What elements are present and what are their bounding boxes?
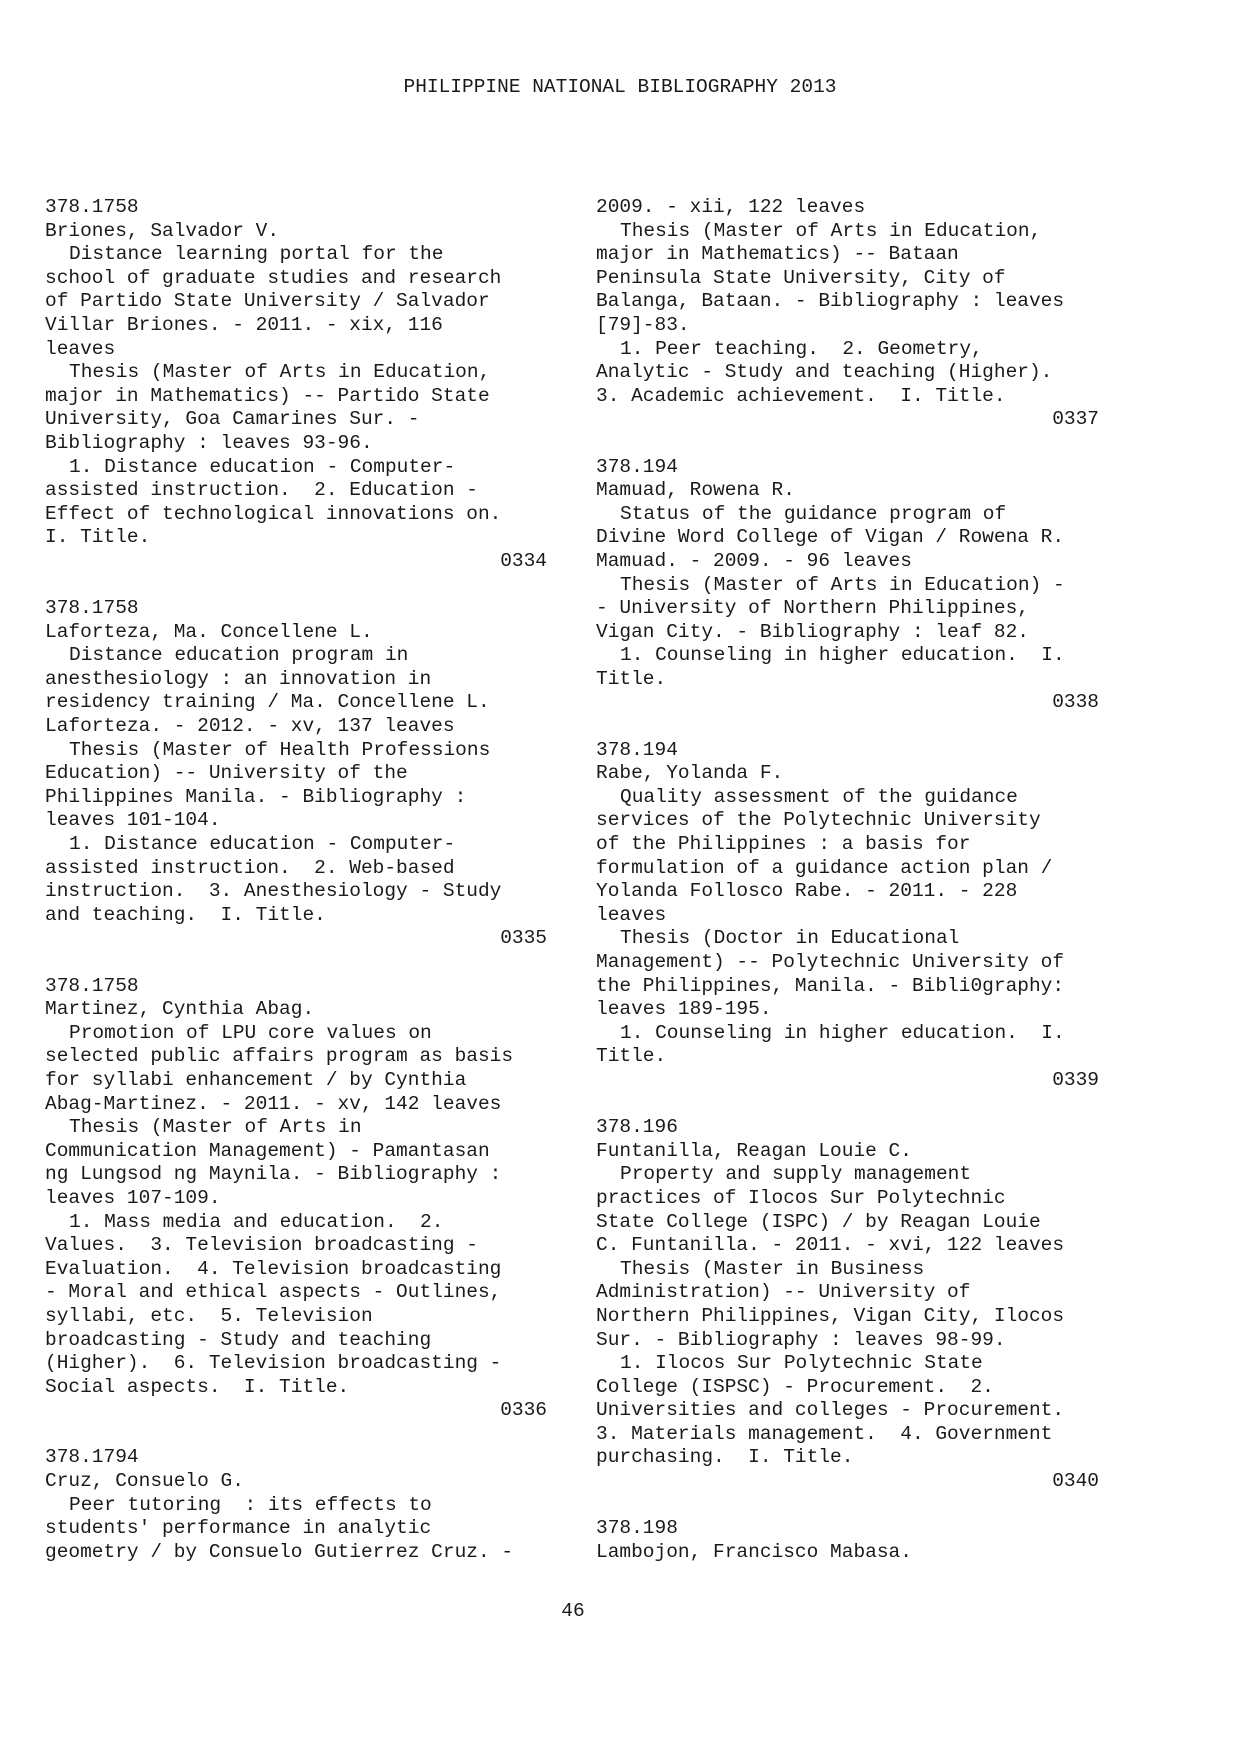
entry-line: anesthesiology : an innovation in bbox=[45, 667, 432, 690]
entry-separator bbox=[596, 432, 1099, 456]
entry-line: 378.194 bbox=[596, 455, 678, 478]
entry-line: [79]-83. bbox=[596, 313, 690, 336]
entry-line: Distance education program in bbox=[69, 644, 409, 667]
right-column bbox=[596, 196, 1123, 1564]
entry-line: Laforteza, Ma. Concellene L. bbox=[45, 620, 373, 643]
entry-separator bbox=[45, 574, 547, 598]
entry-separator bbox=[596, 715, 1099, 739]
page-header: PHILIPPINE NATIONAL BIBLIOGRAPHY 2013 bbox=[403, 76, 837, 98]
entry-line: Vigan City. - Bibliography : leaf 82. bbox=[596, 620, 1029, 643]
entry-line: 1. Ilocos Sur Polytechnic State bbox=[620, 1352, 983, 1375]
entry-line: Laforteza. - 2012. - xv, 137 leaves bbox=[45, 715, 455, 738]
entry-line: Rabe, Yolanda F. bbox=[596, 762, 784, 785]
entry-line: Villar Briones. - 2011. - xix, 116 bbox=[45, 313, 443, 336]
entry-separator bbox=[596, 1494, 1099, 1518]
entry-line: instruction. 3. Anesthesiology - Study bbox=[45, 880, 502, 903]
entry-line: Briones, Salvador V. bbox=[45, 219, 280, 242]
entry-line: C. Funtanilla. - 2011. - xvi, 122 leaves bbox=[596, 1234, 1065, 1257]
entry-line: Cruz, Consuelo G. bbox=[45, 1470, 244, 1493]
entry-line: Management) -- Polytechnic University of bbox=[596, 951, 1065, 973]
entry-line: Thesis (Doctor in Educational bbox=[620, 927, 960, 950]
entry-line: and teaching. I. Title. bbox=[45, 903, 326, 926]
entry-line: residency training / Ma. Concellene L. bbox=[45, 691, 490, 714]
entry-line: Distance learning portal for the bbox=[69, 243, 444, 266]
entry-line: leaves 101-104. bbox=[45, 809, 221, 832]
entry-line: Mamuad, Rowena R. bbox=[596, 479, 795, 502]
entry-line: - University of Northern Philippines, bbox=[596, 597, 1029, 620]
entry-line: Martinez, Cynthia Abag. bbox=[45, 998, 315, 1021]
entry-line: Thesis (Master in Business bbox=[620, 1257, 925, 1280]
entry-number: 0336 bbox=[500, 1399, 547, 1422]
entry-line: 3. Academic achievement. I. Title. bbox=[596, 384, 1006, 407]
entry-line: services of the Polytechnic University bbox=[596, 809, 1041, 832]
entry-line: purchasing. I. Title. bbox=[596, 1446, 854, 1469]
entry-line: ng Lungsod ng Maynila. - Bibliography : bbox=[45, 1163, 502, 1186]
entry-line: - Moral and ethical aspects - Outlines, bbox=[45, 1281, 502, 1304]
entry-line: 378.1794 bbox=[45, 1446, 139, 1469]
entry-line: 378.1758 bbox=[45, 597, 139, 620]
entry-line: Education) -- University of the bbox=[45, 762, 408, 785]
entry-line: leaves 107-109. bbox=[45, 1186, 221, 1209]
entry-separator bbox=[45, 1423, 547, 1447]
entry-line: for syllabi enhancement / by Cynthia bbox=[45, 1068, 467, 1091]
entry-line: Universities and colleges - Procurement. bbox=[596, 1399, 1065, 1422]
entry-line: Evaluation. 4. Television broadcasting bbox=[45, 1257, 502, 1280]
page-number: 46 bbox=[561, 1600, 585, 1622]
entry-line: Values. 3. Television broadcasting - bbox=[45, 1234, 478, 1257]
entry-line: selected public affairs program as basis bbox=[45, 1045, 514, 1068]
entry-line: Thesis (Master of Arts in Education) - bbox=[620, 573, 1065, 596]
entry-line: Status of the guidance program of bbox=[620, 502, 1007, 525]
entry-line: 1. Distance education - Computer- bbox=[69, 833, 456, 856]
left-column bbox=[45, 196, 571, 1564]
entry-line: Thesis (Master of Arts in bbox=[69, 1116, 362, 1139]
entry-line: major in Mathematics) -- Partido State bbox=[45, 384, 490, 407]
entry-line: 378.198 bbox=[596, 1517, 678, 1540]
entry-line: assisted instruction. 2. Web-based bbox=[45, 856, 455, 879]
entry-line: 3. Materials management. 4. Government bbox=[596, 1422, 1053, 1445]
entry-line: Lambojon, Francisco Mabasa. bbox=[596, 1540, 912, 1563]
entry-line: 1. Counseling in higher education. I. bbox=[620, 1021, 1065, 1044]
entry-line: major in Mathematics) -- Bataan bbox=[596, 243, 959, 266]
entry-line: Thesis (Master of Arts in Education, bbox=[69, 361, 491, 384]
entry-number: 0338 bbox=[1052, 691, 1099, 714]
entry-line: Philippines Manila. - Bibliography : bbox=[45, 785, 467, 808]
entry-separator bbox=[596, 1093, 1099, 1117]
entry-number: 0337 bbox=[1052, 408, 1099, 431]
entry-line: students' performance in analytic bbox=[45, 1517, 432, 1540]
entry-line: Balanga, Bataan. - Bibliography : leaves bbox=[596, 290, 1065, 313]
entry-line: Mamuad. - 2009. - 96 leaves bbox=[596, 549, 912, 572]
entry-line: Abag-Martinez. - 2011. - xv, 142 leaves bbox=[45, 1092, 502, 1115]
entry-line: syllabi, etc. 5. Television bbox=[45, 1304, 373, 1327]
entry-line: practices of Ilocos Sur Polytechnic bbox=[596, 1186, 1006, 1209]
entry-line: Title. bbox=[596, 1045, 667, 1068]
entry-line: Administration) -- University of bbox=[596, 1281, 971, 1304]
entry-line: Bibliography : leaves 93-96. bbox=[45, 431, 373, 454]
entry-line: leaves bbox=[596, 903, 667, 926]
entry-line: 1. Counseling in higher education. I. bbox=[620, 644, 1065, 667]
entry-line: (Higher). 6. Television broadcasting - bbox=[45, 1352, 502, 1375]
entry-line: Peer tutoring : its effects to bbox=[69, 1493, 432, 1516]
entry-line: 378.1758 bbox=[45, 196, 139, 218]
entry-line: Title. bbox=[596, 667, 667, 690]
entry-line: Northern Philippines, Vigan City, Ilocos bbox=[596, 1304, 1065, 1327]
entry-line: Thesis (Master of Arts in Education, bbox=[620, 219, 1042, 242]
entry-line: Promotion of LPU core values on bbox=[69, 1021, 432, 1044]
entry-number: 0334 bbox=[500, 549, 547, 572]
entry-number: 0339 bbox=[1052, 1068, 1099, 1091]
entry-line: Sur. - Bibliography : leaves 98-99. bbox=[596, 1328, 1006, 1351]
entry-line: Property and supply management bbox=[620, 1163, 972, 1186]
entry-line: 378.194 bbox=[596, 738, 678, 761]
entry-line: Effect of technological innovations on. bbox=[45, 502, 502, 525]
entry-line: of the Philippines : a basis for bbox=[596, 833, 971, 856]
entry-line: 378.1758 bbox=[45, 974, 139, 997]
entry-line: 378.196 bbox=[596, 1116, 678, 1139]
entry-line: of Partido State University / Salvador bbox=[45, 290, 490, 313]
entry-line: Funtanilla, Reagan Louie C. bbox=[596, 1139, 912, 1162]
entry-separator bbox=[45, 951, 547, 975]
entry-line: geometry / by Consuelo Gutierrez Cruz. - bbox=[45, 1540, 514, 1563]
entry-line: Analytic - Study and teaching (Higher). bbox=[596, 361, 1053, 384]
entry-line: Thesis (Master of Health Professions bbox=[69, 738, 491, 761]
entry-number: 0340 bbox=[1052, 1470, 1099, 1493]
entry-line: leaves 189-195. bbox=[596, 998, 772, 1021]
entry-line: the Philippines, Manila. - Bibli0graphy: bbox=[596, 974, 1065, 997]
entry-line: 2009. - xii, 122 leaves bbox=[596, 196, 866, 218]
entry-line: Quality assessment of the guidance bbox=[620, 785, 1018, 808]
entry-line: Peninsula State University, City of bbox=[596, 266, 1006, 289]
entry-line: 1. Distance education - Computer- bbox=[69, 455, 456, 478]
entry-line: leaves bbox=[45, 337, 116, 360]
entry-line: Communication Management) - Pamantasan bbox=[45, 1139, 490, 1162]
entry-line: 1. Peer teaching. 2. Geometry, bbox=[620, 337, 983, 360]
entry-line: Divine Word College of Vigan / Rowena R. bbox=[596, 526, 1065, 549]
entry-line: school of graduate studies and research bbox=[45, 266, 502, 289]
entry-number: 0335 bbox=[500, 927, 547, 950]
entry-line: formulation of a guidance action plan / bbox=[596, 856, 1053, 879]
entry-line: College (ISPSC) - Procurement. 2. bbox=[596, 1375, 994, 1398]
entry-line: assisted instruction. 2. Education - bbox=[45, 479, 478, 502]
entry-line: State College (ISPC) / by Reagan Louie bbox=[596, 1210, 1041, 1233]
entry-line: Yolanda Follosco Rabe. - 2011. - 228 bbox=[596, 880, 1018, 903]
entry-line: broadcasting - Study and teaching bbox=[45, 1328, 432, 1351]
entry-line: I. Title. bbox=[45, 526, 151, 549]
entry-line: University, Goa Camarines Sur. - bbox=[45, 408, 420, 431]
entry-line: Social aspects. I. Title. bbox=[45, 1375, 350, 1398]
entry-line: 1. Mass media and education. 2. bbox=[69, 1210, 444, 1233]
